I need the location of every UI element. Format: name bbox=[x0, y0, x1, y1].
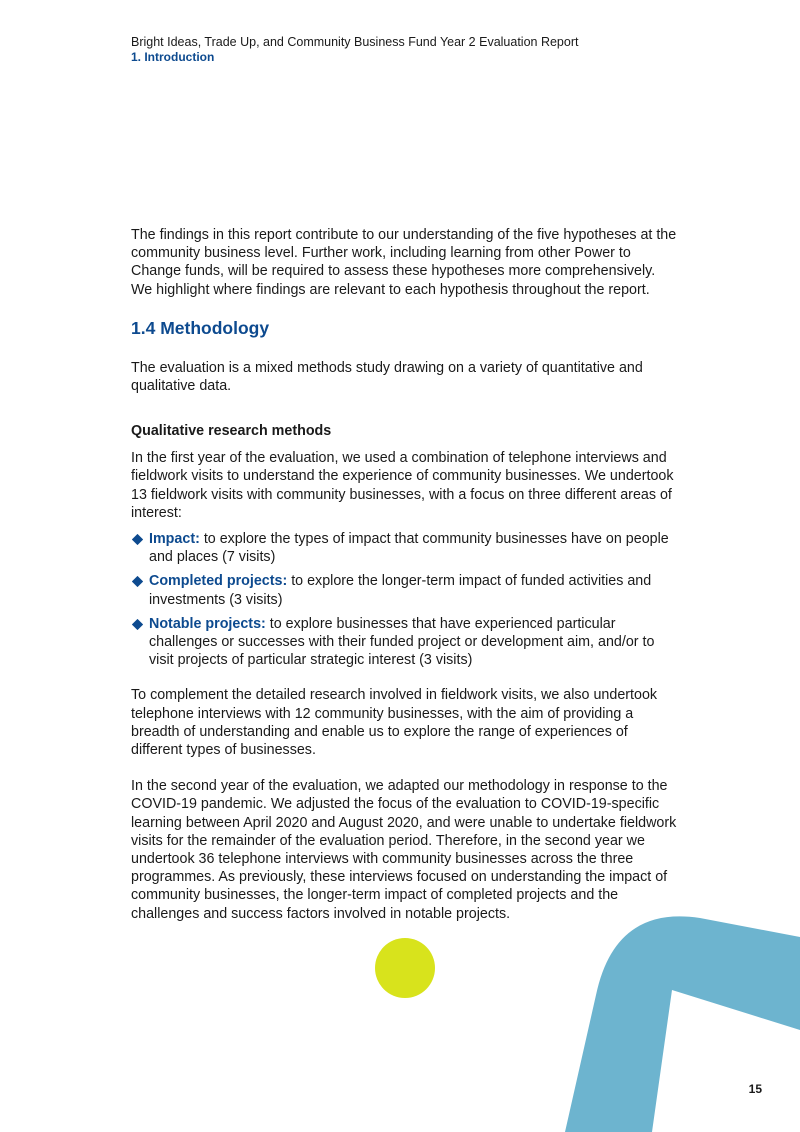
blue-arc-shape bbox=[565, 916, 800, 1132]
methodology-heading: 1.4 Methodology bbox=[131, 317, 270, 338]
intro-paragraph: The findings in this report contribute to our understanding of the five hypotheses at the community business level. Further work, including learning from other Power to Change funds, will be required to assess these hypotheses more comprehensively. We highlight where findings are relevant to each hypothesis throughout the report. bbox=[131, 227, 677, 298]
bullet-term: Notable projects: bbox=[149, 615, 266, 632]
yellow-dot-shape bbox=[375, 938, 435, 998]
page-number: 15 bbox=[748, 1082, 762, 1096]
methodology-paragraph: The evaluation is a mixed methods study drawing on a variety of quantitative and qualitative data. bbox=[131, 359, 643, 395]
telephone-paragraph: To complement the detailed research involved in fieldwork visits, we also undertook telephone interviews with 12 community businesses, with the aim of providing a breadth of understanding and enable us to explore the range of experiences of different types of businesses. bbox=[131, 687, 658, 759]
report-title: Bright Ideas, Trade Up, and Community Business Fund Year 2 Evaluation Report bbox=[131, 35, 579, 49]
bullet-term: Impact: bbox=[149, 531, 200, 548]
section-label: 1. Introduction bbox=[131, 50, 215, 64]
second-year-paragraph: In the second year of the evaluation, we adapted our methodology in response to the COVID-19 pandemic. We adjusted the focus of the evaluation to COVID-19-specific learning between April 2020 and August 2020, and were unable to undertake fieldwork visits for the remainder of the evaluation period. Therefore, in the second year we undertook 36 telephone interviews with community businesses across the three programmes. As previously, these interviews focused on understanding the impact of community businesses, the longer-term impact of completed projects and the challenges and success factors involved in notable projects. bbox=[131, 778, 677, 922]
bullet-text: to explore the types of impact that community businesses have on people and places (7 visits) bbox=[149, 531, 669, 566]
qualitative-paragraph: In the first year of the evaluation, we used a combination of telephone interviews and fieldwork visits to understand the experience of community businesses. We undertook 13 fieldwork visits with community businesses, with a focus on three different areas of interest: bbox=[131, 450, 674, 521]
bullet-term: Completed projects: bbox=[149, 573, 288, 590]
qualitative-heading: Qualitative research methods bbox=[131, 423, 332, 440]
bullet-text: to explore the longer-term impact of funded activities and investments (3 visits) bbox=[149, 573, 652, 608]
bullet-text: to explore businesses that have experienced particular challenges or successes with their funded project or development aim, and/or to visit projects of particular strategic interest (3 visits) bbox=[149, 615, 655, 669]
